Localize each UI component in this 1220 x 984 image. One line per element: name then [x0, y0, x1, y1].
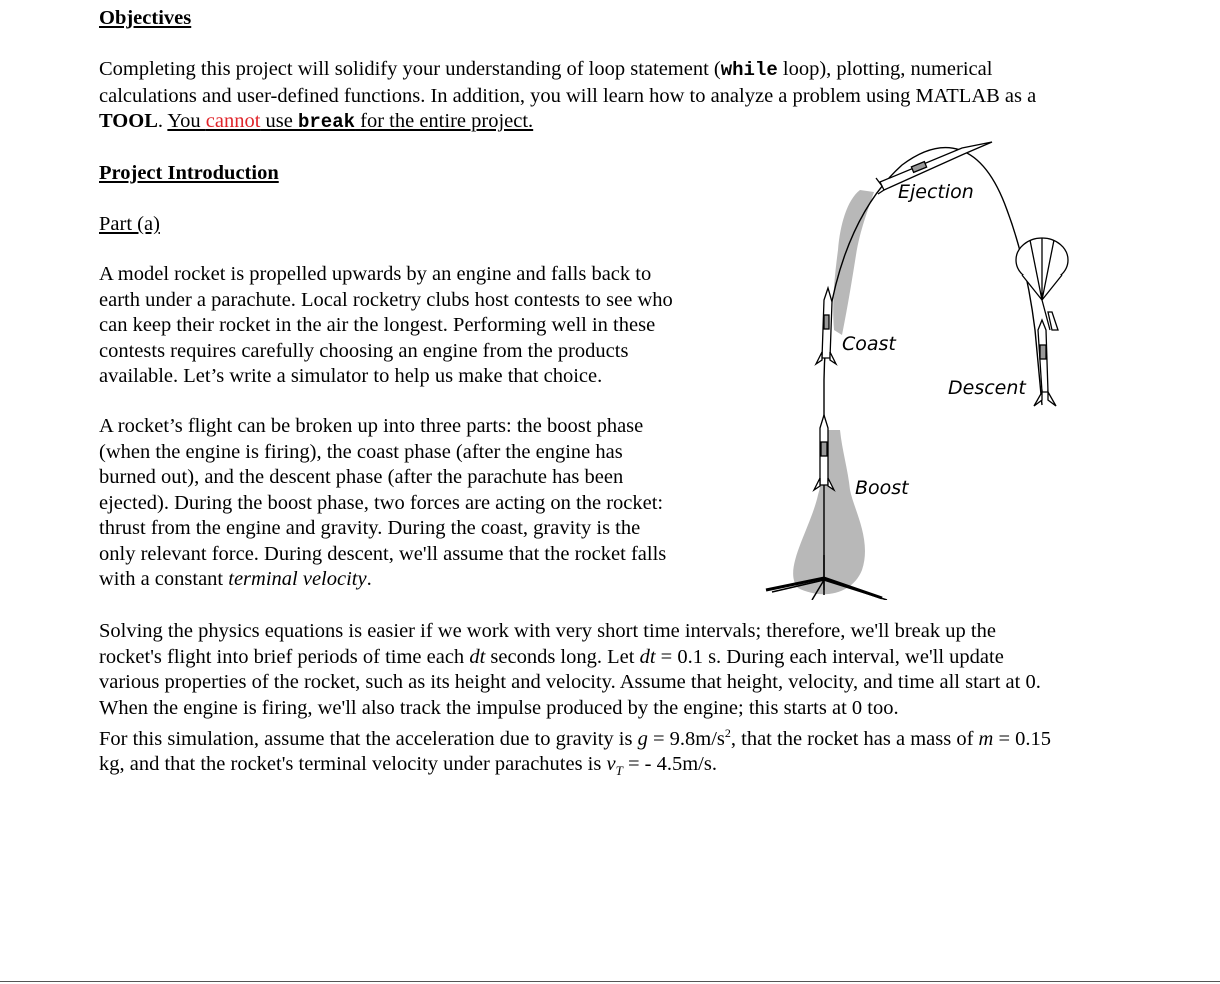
para2-line: thrust from the engine and gravity. During the coast, gravity is the: [99, 517, 641, 539]
para2-line: with a constant terminal velocity.: [99, 568, 372, 590]
para1-line: earth under a parachute. Local rocketry clubs host contests to see who: [99, 288, 673, 311]
physics-line-1: Solving the physics equations is easier if we work with very short time intervals; therefore, we'll break up the: [99, 620, 996, 642]
parachute: [1016, 238, 1068, 330]
descent-rocket: [1034, 320, 1056, 406]
para2-line: (when the engine is firing), the coast phase (after the engine has: [99, 440, 623, 463]
para1-line: can keep their rocket in the air the longest. Performing well in these: [99, 314, 656, 336]
physics-line-2: rocket's flight into brief periods of time each dt seconds long. Let dt = 0.1 s. During each interval, we'll update: [99, 645, 1004, 668]
objectives-line-1: Completing this project will solidify your understanding of loop statement (while loop), plotting, numerical: [99, 58, 993, 81]
intro-paragraph-2: [99, 414, 666, 593]
label-ejection: Ejection: [898, 181, 974, 203]
code-break: break: [298, 111, 356, 133]
para1-line: contests requires carefully choosing an engine from the products: [99, 339, 629, 362]
label-coast: Coast: [842, 333, 896, 355]
para2-line: ejected). During the boost phase, two forces are acting on the rocket:: [99, 491, 664, 514]
intro-paragraph-1: [99, 262, 673, 390]
part-a-heading: Part (a): [99, 213, 160, 235]
intro-heading: Project Introduction: [99, 162, 279, 184]
para1-line: A model rocket is propelled upwards by an engine and falls back to: [99, 263, 652, 285]
boost-smoke-plume: [793, 430, 865, 594]
para2-line: only relevant force. During descent, we'll assume that the rocket falls: [99, 542, 667, 565]
page-bottom-rule: [0, 981, 1220, 982]
para2-line: A rocket’s flight can be broken up into three parts: the boost phase: [99, 415, 644, 437]
physics-paragraph: [99, 619, 1051, 784]
tool-word: TOOL: [99, 110, 158, 132]
para2-line: burned out), and the descent phase (after the parachute has been: [99, 466, 624, 488]
objectives-line-2: calculations and user-defined functions. In addition, you will learn how to analyze a problem using MATLAB as a: [99, 84, 1037, 107]
objectives-heading: Objectives: [99, 7, 192, 29]
physics-line-3: various properties of the rocket, such as its height and velocity. Assume that height, velocity, and time all start at 0.: [99, 671, 1041, 693]
rocket-flight-diagram: [752, 130, 1082, 600]
label-boost: Boost: [855, 477, 909, 499]
para1-line: available. Let’s write a simulator to help us make that choice.: [99, 365, 603, 387]
code-while: while: [720, 59, 778, 81]
objectives-paragraph: [99, 57, 1036, 136]
cannot-word: cannot: [205, 110, 261, 132]
coast-smoke-trail: [833, 190, 874, 335]
no-break-warning: You cannot use break for the entire project.: [167, 110, 534, 133]
label-descent: Descent: [948, 377, 1026, 399]
objectives-line-3: TOOL. You cannot use break for the entire project.: [99, 110, 534, 133]
physics-line-5: For this simulation, assume that the acceleration due to gravity is $g = 9.8m/s^2$, that the rocket has a mass of m = 0.15: [99, 726, 1052, 750]
physics-line-4: When the engine is firing, we'll also track the impulse produced by the engine; this starts at 0 too.: [99, 696, 899, 719]
physics-line-6: kg, and that the rocket's terminal velocity under parachutes is $v_T$ = - 4.5m/s.: [99, 753, 717, 779]
